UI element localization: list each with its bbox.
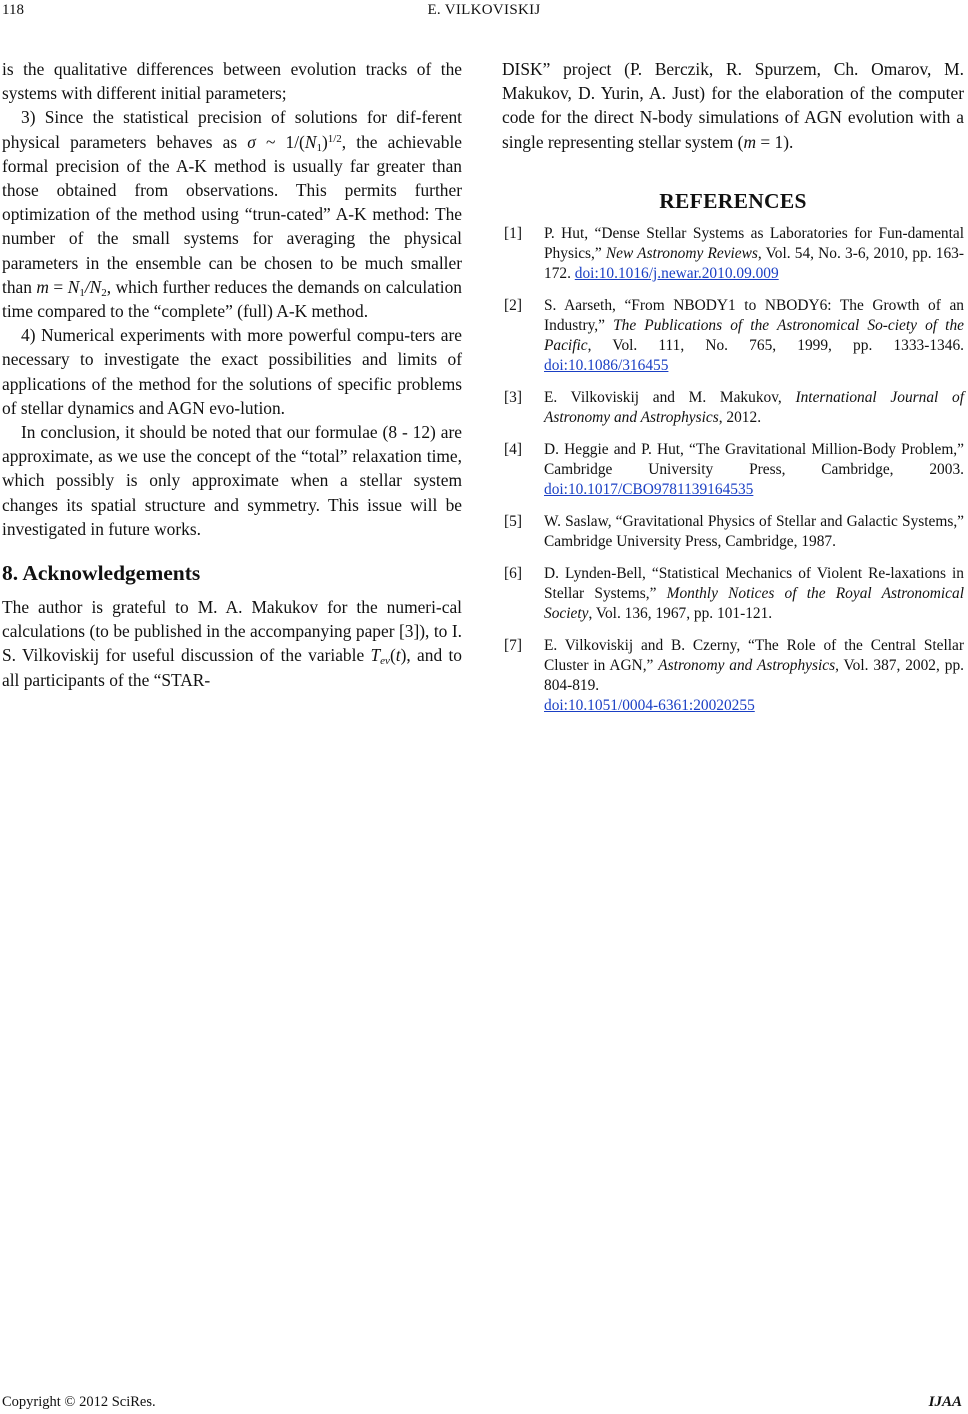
- subscript: 1: [316, 141, 322, 154]
- variable-n1: N: [67, 276, 80, 297]
- text-run: , which further reduces the demands on calculation time compared to the “complete” (full) A-K method.: [2, 276, 462, 322]
- doi-link[interactable]: doi:10.1051/0004-6361:20020255: [544, 697, 755, 715]
- reference-text: , Vol. 111, No. 765, 1999, pp. 1333-1346.: [587, 337, 964, 355]
- reference-item: [502, 636, 964, 716]
- text-run: The author is grateful to M. A. Makukov for the numeri-cal calculations (to be published in the accompanying paper [3]), to I. S. Vilkoviskij for useful discussion of the variable: [2, 597, 462, 666]
- reference-text: S. Aarseth, “From NBODY1 to NBODY6: The Growth of an Industry,”: [544, 297, 964, 335]
- reference-text: P. Hut, “Dense Stellar Systems as Laboratories for Fun-damental Physics,”: [544, 225, 964, 263]
- slash: /: [84, 276, 90, 297]
- text-run: , the achievable formal precision of the A-K method is usually far greater than those obtained from observations. This permits further optimization of the method using “trun-cated” A-K method: The number of the small systems for averaging the physical parameters in the ensemble can be chosen to be much smaller than: [2, 131, 462, 297]
- doi-link[interactable]: doi:10.1016/j.newar.2010.09.009: [574, 265, 779, 283]
- reference-journal: The Publications of the Astronomical So-ciety of the Pacific: [544, 317, 964, 355]
- text-run: =: [48, 276, 68, 297]
- reference-item: [502, 296, 964, 376]
- page-number: 118: [2, 2, 24, 18]
- reference-list: [502, 224, 964, 716]
- reference-text: D. Lynden-Bell, “Statistical Mechanics of Violent Re-laxations in Stellar Systems,”: [544, 565, 964, 603]
- running-head: E. VILKOVISKIJ: [427, 2, 541, 18]
- text-run: = 1).: [756, 131, 794, 152]
- left-column: [2, 57, 462, 692]
- reference-number: [4]: [504, 441, 522, 459]
- reference-number: [5]: [504, 513, 522, 531]
- doi-link[interactable]: doi:10.1017/CBO9781139164535: [544, 481, 754, 499]
- reference-item: [502, 440, 964, 500]
- text-run: 3) Since the statistical precision of solutions for dif-ferent physical parameters behaves as: [2, 107, 462, 152]
- variable-m: m: [36, 276, 49, 297]
- reference-text: D. Heggie and P. Hut, “The Gravitational Million-Body Problem,” Cambridge University Press, Cambridge, 2003.: [544, 441, 964, 479]
- reference-journal: Astronomy and Astrophysics: [658, 657, 836, 675]
- reference-number: [2]: [504, 297, 522, 315]
- acknowledgements-heading: 8. Acknowledgements: [2, 561, 201, 586]
- text-run: ), and to all participants of the “STAR-: [2, 645, 462, 690]
- doi-link[interactable]: doi:10.1086/316455: [544, 357, 669, 375]
- variable-m: m: [743, 131, 757, 152]
- references-heading: REFERENCES: [659, 188, 807, 213]
- variable-t-lower: t: [395, 645, 401, 666]
- paragraph-item-3: [2, 105, 462, 323]
- text-run: ~ 1/(: [255, 131, 305, 152]
- reference-number: [7]: [504, 637, 522, 655]
- sigma-symbol: σ: [247, 131, 256, 152]
- copyright-notice: Copyright © 2012 SciRes.: [2, 1394, 156, 1410]
- reference-item: [502, 388, 964, 428]
- paragraph-continuation: is the qualitative differences between evolution tracks of the systems with different initial parameters;: [2, 59, 462, 104]
- acknowledgements-continuation: [502, 57, 964, 154]
- reference-journal: Monthly Notices of the Royal Astronomical Society: [544, 585, 964, 623]
- variable-n2: N: [89, 276, 102, 297]
- text-run: DISK” project (P. Berczik, R. Spurzem, Ch. Omarov, M. Makukov, D. Yurin, A. Just) for the elaboration of the computer code for the direct N-body simulations of AGN evolution with a single representing stellar system (: [502, 59, 964, 152]
- reference-item: [502, 564, 964, 624]
- right-column: [502, 57, 964, 728]
- reference-number: [3]: [504, 389, 522, 407]
- subscript: 1: [79, 286, 85, 299]
- reference-text: W. Saslaw, “Gravitational Physics of Stellar and Galactic Systems,” Cambridge University Press, Cambridge, 1987.: [544, 513, 964, 551]
- reference-text: E. Vilkoviskij and M. Makukov,: [544, 389, 796, 407]
- reference-item: [502, 224, 964, 284]
- reference-text: E. Vilkoviskij and B. Czerny, “The Role of the Central Stellar Cluster in AGN,”: [544, 637, 964, 675]
- reference-item: [502, 512, 964, 552]
- subscript-ev: ev: [380, 655, 390, 668]
- reference-journal: International Journal of Astronomy and Astrophysics: [544, 389, 964, 427]
- paragraph-conclusion: In conclusion, it should be noted that our formulae (8 - 12) are approximate, as we use the concept of the “total” relaxation time, which possibly is only approximate when a stellar system changes its spatial structure and symmetry. This issue will be investigated in future works.: [2, 422, 462, 539]
- reference-journal: New Astronomy Reviews: [605, 245, 758, 263]
- text-run: ): [321, 131, 328, 152]
- reference-text: , Vol. 54, No. 3-6, 2010, pp. 163-172.: [544, 245, 964, 283]
- subscript: 2: [101, 286, 107, 299]
- reference-text: , 2012.: [718, 409, 762, 427]
- paragraph-item-4: 4) Numerical experiments with more powerful compu-ters are necessary to investigate the exact possibilities and limits of applications of the method for the solutions of specific problems of stellar dynamics and AGN evo-lution.: [2, 325, 462, 418]
- reference-number: [6]: [504, 565, 522, 583]
- reference-text: , Vol. 387, 2002, pp. 804-819.: [544, 657, 964, 695]
- journal-abbreviation: IJAA: [928, 1394, 962, 1410]
- text-run: (: [389, 645, 396, 666]
- superscript: 1/2: [327, 132, 342, 145]
- reference-number: [1]: [504, 225, 522, 243]
- acknowledgements-paragraph: [2, 595, 462, 692]
- reference-text: , Vol. 136, 1967, pp. 101-121.: [588, 605, 773, 623]
- variable-n: N: [304, 131, 317, 152]
- variable-t: T: [370, 645, 381, 666]
